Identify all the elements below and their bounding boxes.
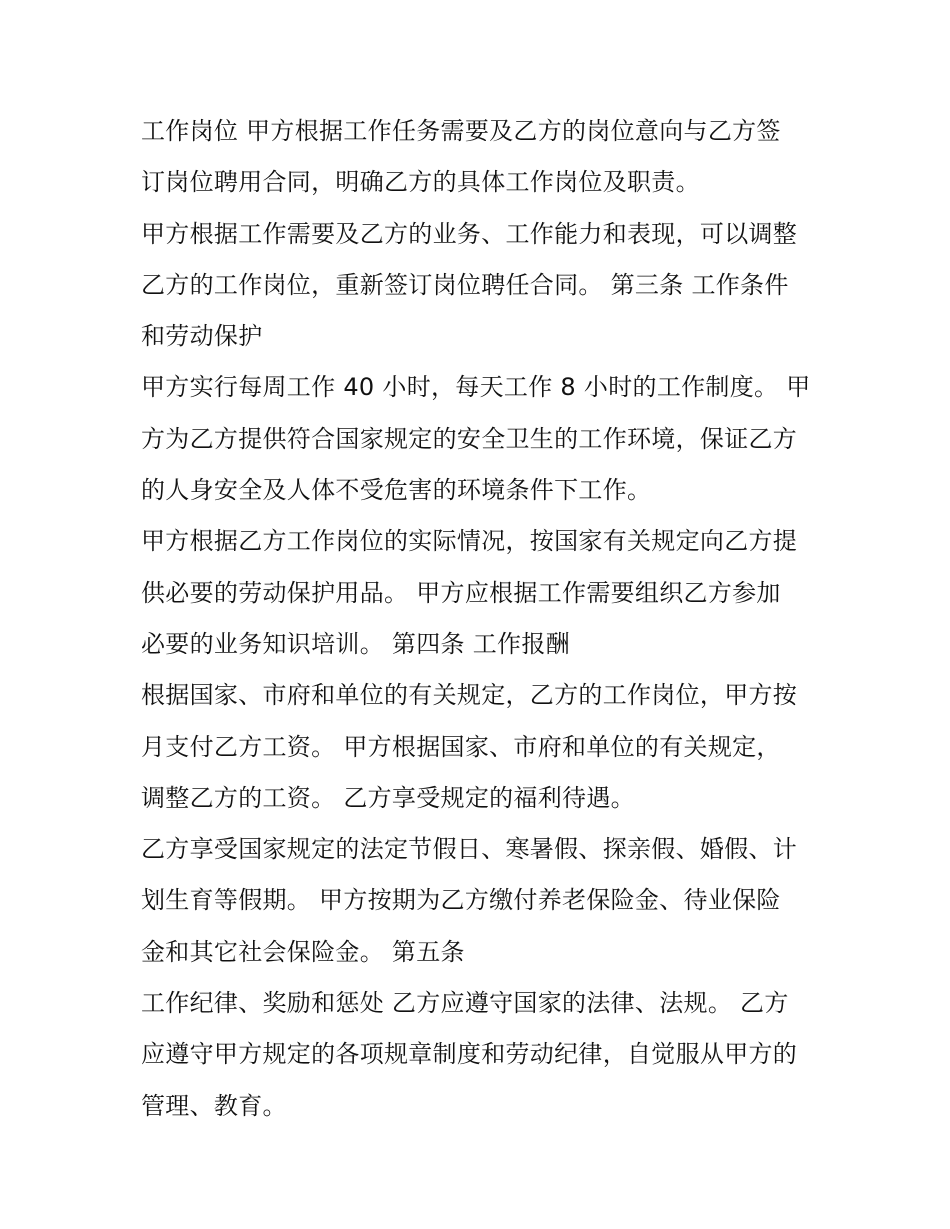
paragraph-work-discipline xyxy=(141,978,821,1132)
text-line: 工作纪律、奖励和惩处 乙方应遵守国家的法律、法规。 乙方 xyxy=(141,989,789,1018)
text-line: 甲方根据乙方工作岗位的实际情况，按国家有关规定向乙方提 xyxy=(141,527,798,556)
text-line: 调整乙方的工资。 乙方享受规定的福利待遇。 xyxy=(141,783,635,812)
paragraph-holidays-insurance xyxy=(141,824,821,978)
text-line: 供必要的劳动保护用品。 甲方应根据工作需要组织乙方参加 xyxy=(141,578,781,607)
paragraph-position-adjustment xyxy=(141,209,821,363)
paragraph-labor-protection xyxy=(141,516,821,670)
text-line: 乙方享受国家规定的法定节假日、寒暑假、探亲假、婚假、计 xyxy=(141,835,798,864)
text-line: 管理、教育。 xyxy=(141,1091,287,1120)
text-line: 必要的业务知识培训。 第四条 工作报酬 xyxy=(141,629,570,658)
text-line: 甲方实行每周工作 40 小时，每天工作 8 小时的工作制度。 甲 xyxy=(141,373,811,402)
text-line: 金和其它社会保险金。 第五条 xyxy=(141,937,465,966)
text-line: 和劳动保护 xyxy=(141,322,263,351)
paragraph-work-position xyxy=(141,106,821,209)
text-line: 根据国家、市府和单位的有关规定，乙方的工作岗位，甲方按 xyxy=(141,681,798,710)
text-line: 乙方的工作岗位，重新签订岗位聘任合同。 第三条 工作条件 xyxy=(141,270,789,299)
text-line: 工作岗位 甲方根据工作任务需要及乙方的岗位意向与乙方签 xyxy=(141,117,781,145)
text-line: 划生育等假期。 甲方按期为乙方缴付养老保险金、待业保险 xyxy=(141,886,781,915)
text-line: 甲方根据工作需要及乙方的业务、工作能力和表现，可以调整 xyxy=(141,219,798,248)
text-line: 方为乙方提供符合国家规定的安全卫生的工作环境，保证乙方 xyxy=(141,424,798,453)
text-line: 月支付乙方工资。 甲方根据国家、市府和单位的有关规定， xyxy=(141,732,781,761)
text-line: 应遵守甲方规定的各项规章制度和劳动纪律，自觉服从甲方的 xyxy=(141,1040,798,1069)
paragraph-working-hours xyxy=(141,362,821,516)
paragraph-remuneration xyxy=(141,670,821,824)
text-line: 的人身安全及人体不受危害的环境条件下工作。 xyxy=(141,476,652,505)
text-line: 订岗位聘用合同，明确乙方的具体工作岗位及职责。 xyxy=(141,168,700,197)
document-body xyxy=(141,106,821,1132)
